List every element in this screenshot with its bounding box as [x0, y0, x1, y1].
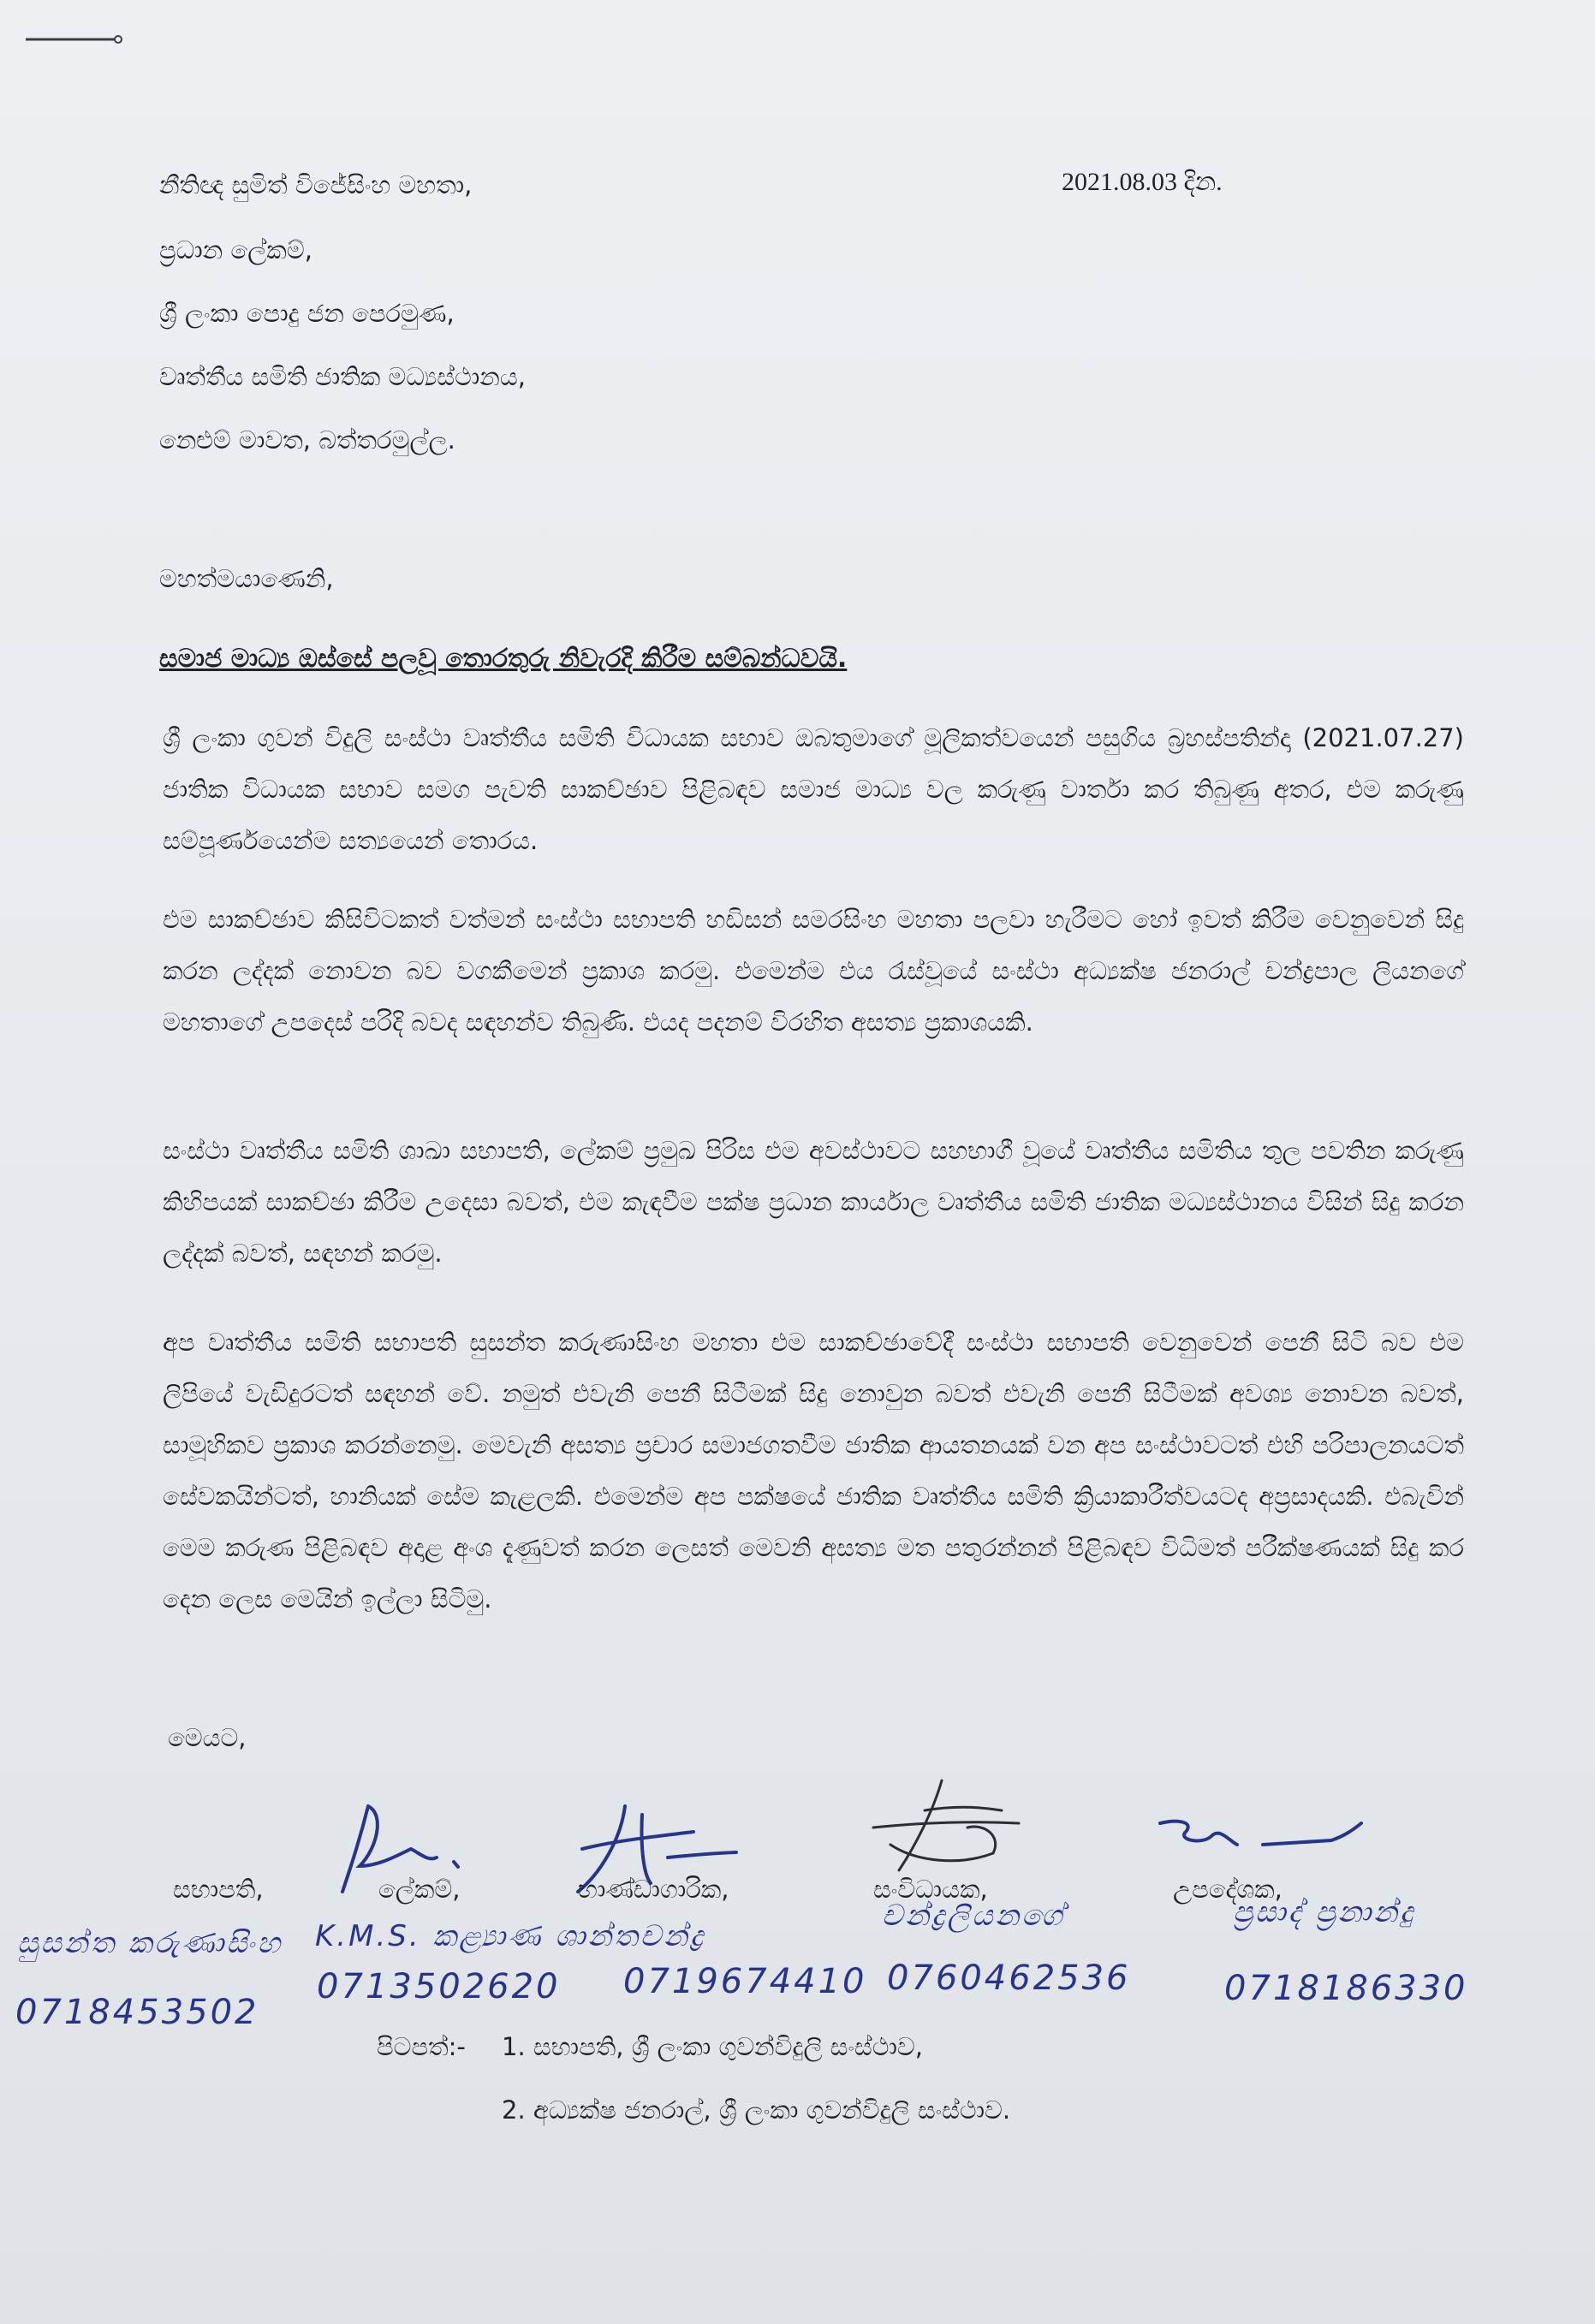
cc-label: පිටපත්:-	[377, 2032, 466, 2061]
handwritten-phone-treasurer: 0719674410	[623, 1962, 867, 2001]
addressee-line: නීතිඥ සුමිත් විජේසිංහ මහතා,	[159, 170, 473, 199]
handwritten-phone-advisor: 0718186330	[1224, 1969, 1468, 2008]
signature-advisor	[1152, 1806, 1374, 1875]
handwritten-phone-secretary: 0713502620	[317, 1967, 561, 2006]
role-secretary: ලේකම්,	[378, 1875, 461, 1904]
cc-item: 2. අධ්‍යක්ෂ ජනරාල්, ශ්‍රී ලංකා ගුවන්විදුලි සංස්ථාව.	[502, 2095, 1011, 2125]
addressee-line: ශ්‍රී ලංකා පොදු ජන පෙරමුණ,	[159, 299, 455, 328]
body-paragraph: ශ්‍රී ලංකා ගුවන් විදුලි සංස්ථා වෘත්තීය සමිති විධායක සභාව ඔබතුමාගේ මූලිකත්වයෙන් පසුගිය බ්‍රහස්පතින්දා (2021.07.27) ජාතික විධායක සභාව සමග පැවති සාකච්ඡාව පිළිබඳව සමාජ මාධ්‍ය වල කරුණු වාර්තා කර තිබුණු අතර, එම කරුණු සම්පූර්ණයෙන්ම සත්‍යයෙන් තොරය.	[163, 723, 1464, 855]
addressee-line: නෙළුම් මාවත, බත්තරමුල්ල.	[159, 425, 455, 455]
letter-date: 2021.08.03 දින.	[1062, 168, 1223, 196]
addressee-line: වෘත්තීය සමිති ජාතික මධ්‍යස්ථානය,	[159, 362, 526, 391]
role-advisor: උපදේශක,	[1173, 1875, 1283, 1904]
addressee-line: ප්‍රධාන ලේකම්,	[159, 235, 312, 264]
role-treasurer: භාණ්ඩාගාරික,	[578, 1875, 729, 1904]
letter-subject: සමාජ මාධ්‍ය ඔස්සේ පලවූ තොරතුරු නිවැරදි කිරීම සම්බන්ධවයි.	[159, 644, 848, 674]
role-president: සභාපති,	[173, 1875, 264, 1904]
paper-clip-icon	[24, 34, 125, 45]
body-paragraph: අප වෘත්තීය සමිති සභාපති සුසන්ත කරුණාසිංහ මහතා එම සාකච්ඡාවේදී සංස්ථා සභාපති වෙනුවෙන් පෙනී සිටි බව එම ලිපියේ වැඩිදුරටත් සඳහන් වේ. නමුත් එවැනි පෙනී සිටීමක් සිදු නොවුන බවත් එවැනි පෙනී සිටීමක් අවශ්‍ය නොවන බවත්, සාමූහිකව ප්‍රකාශ කරන්නෙමු. මෙවැනි අසත්‍ය ප්‍රචාර සමාජගතවීම ජාතික ආයතනයක් වන අප සංස්ථාවටත් එහි පරිපාලනයටත් සේවකයින්ටත්, හානියක් සේම කැළලකි. එමෙන්ම අප පක්ෂයේ ජාතික වෘත්තීය සමිති ක්‍රියාකාරීත්වයටද අප්‍රසාදයකි. එබැවින් මෙම කරුණ පිළිබඳව අදාළ අංශ දැණුවත් කරන ලෙසත් මෙවනි අසත්‍ය මත පතුරන්නන් පිළිබඳව විධිමත් පරීක්ෂණයක් සිදු කර දෙන ලෙස මෙයින් ඉල්ලා සිටිමු.	[163, 1328, 1464, 1614]
salutation: මහත්මයාණෙනි,	[159, 564, 334, 593]
cc-item: 1. සභාපති, ශ්‍රී ලංකා ගුවන්විදුලි සංස්ථාව,	[502, 2032, 923, 2061]
handwritten-name-president: සුසන්ත කරුණාසිංහ	[17, 1926, 283, 1960]
signature-organizer	[865, 1776, 1036, 1887]
handwritten-name-organizer: චන්ද්‍රලියනගේ	[882, 1899, 1065, 1933]
body-paragraph: සංස්ථා වෘත්තීය සමිති ශාඛා සභාපති, ලේකම් ප්‍රමුඛ පිරිස එම අවස්ථාවට සහභාගී වූයේ වෘත්තීය සමිතිය තුල පවතින කරුණු කිහිපයක් සාකච්ඡා කිරීම උදෙසා බවත්, එම කැඳවීම පක්ෂ ප්‍රධාන කාර්යාල වෘත්තීය සමිති ජාතික මධ්‍යස්ථානය විසින් සිදු කරන ලද්දක් බවත්, සඳහන් කරමු.	[163, 1136, 1464, 1268]
handwritten-name-advisor: ප්‍රසාද් ප්‍රනාන්දු	[1233, 1895, 1416, 1929]
handwritten-phone-organizer: 0760462536	[887, 1958, 1131, 1998]
handwritten-phone-president: 0718453502	[15, 1993, 259, 2032]
body-paragraph: එම සාකච්ඡාව කිසිවිටකත් වත්මන් සංස්ථා සභාපති හඩිසන් සමරසිංහ මහතා පලවා හැරීමට හෝ ඉවත් කිරීම වෙනුවෙන් සිදු කරන ලද්දක් නොවන බව වගකීමෙන් ප්‍රකාශ කරමු. එමෙන්ම එය රැස්වූයේ සංස්ථා අධ්‍යක්ෂ ජනරාල් චන්ද්‍රපාල ලියනගේ මහතාගේ උපදෙස් පරිදි බවද සඳහන්ව තිබුණි. එයද පදනම් විරහිත අසත්‍ය ප්‍රකාශයකි.	[163, 905, 1464, 1037]
role-organizer: සංවිධායක,	[873, 1875, 988, 1904]
closing: මෙයට,	[168, 1723, 247, 1752]
handwritten-name-secretary: K.M.S. කළ්‍යාණ ශාන්තචන්ද්‍ර	[315, 1919, 705, 1953]
